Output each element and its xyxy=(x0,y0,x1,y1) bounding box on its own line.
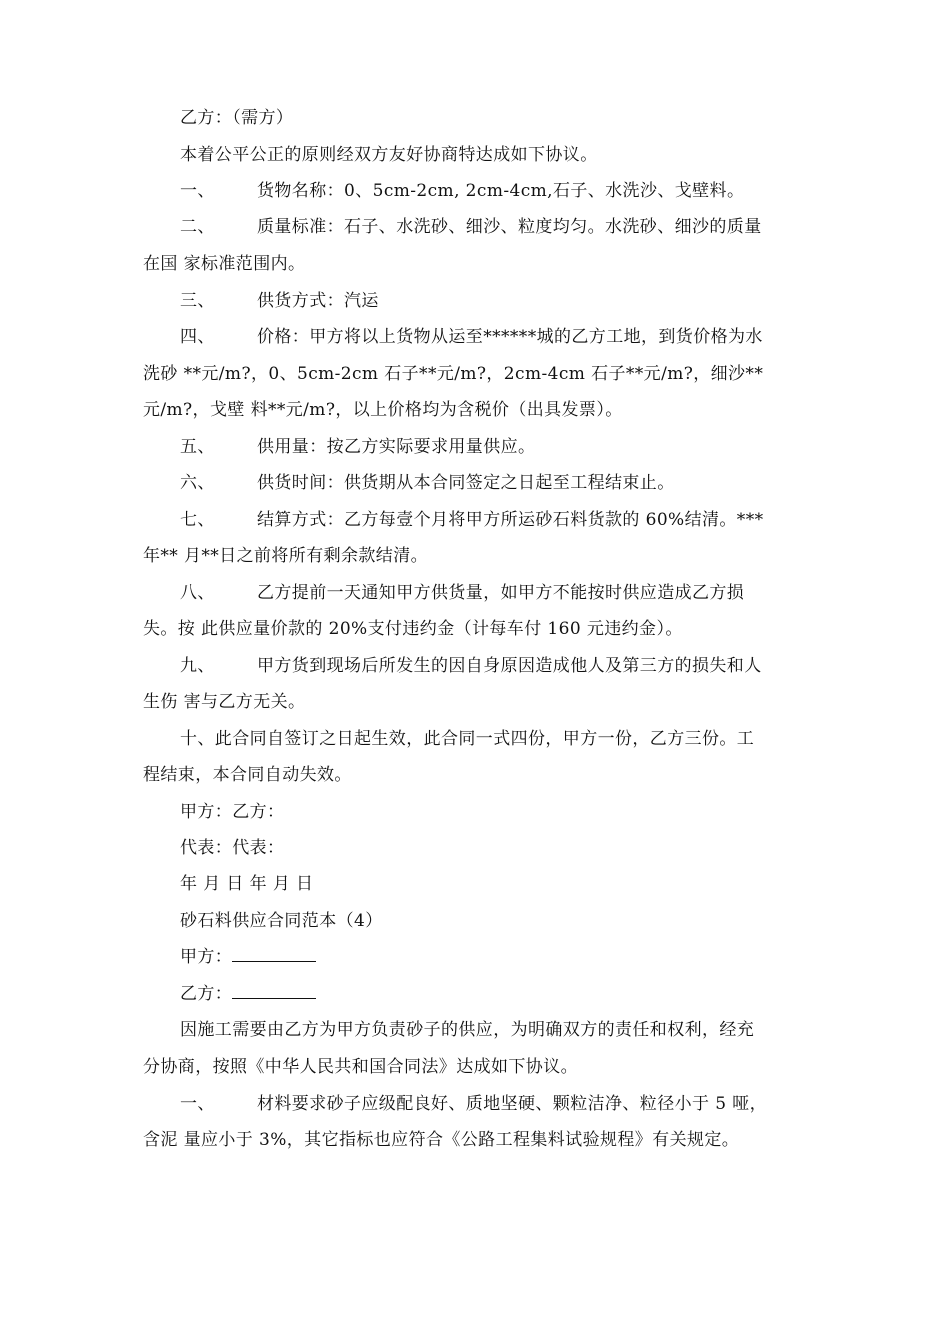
agreement-intro: 本着公平公正的原则经双方友好协商特达成如下协议。 xyxy=(180,145,598,165)
clause-8: 八、 乙方提前一天通知甲方供货量，如甲方不能按时供应造成乙方损 xyxy=(180,583,745,603)
signature-representatives: 代表：代表： xyxy=(180,838,285,858)
clause-number: 九、 xyxy=(180,656,215,676)
clause-9: 九、 甲方货到现场后所发生的因自身原因造成他人及第三方的损失和人 xyxy=(180,656,762,676)
clause-number: 二、 xyxy=(180,217,215,237)
blank-underline xyxy=(232,947,316,962)
preamble: 因施工需要由乙方为甲方负责砂子的供应，为明确双方的责任和权利，经充 xyxy=(180,1020,755,1040)
clause-number: 七、 xyxy=(180,510,215,530)
preamble-cont: 分协商，按照《中华人民共和国合同法》达成如下协议。 xyxy=(143,1057,578,1077)
clause-6: 六、 供货时间：供货期从本合同签定之日起至工程结束止。 xyxy=(180,473,675,493)
signature-parties: 甲方：乙方： xyxy=(180,802,285,822)
clause-4: 四、 价格：甲方将以上货物从运至******城的乙方工地，到货价格为水 xyxy=(180,327,763,347)
clause-number: 六、 xyxy=(180,473,215,493)
party-a-line: 甲方： xyxy=(180,946,860,968)
signature-dates: 年 月 日 年 月 日 xyxy=(180,874,314,894)
clause-number: 四、 xyxy=(180,327,215,347)
clause-number: 五、 xyxy=(180,437,215,457)
clause-2-cont: 在国 家标准范围内。 xyxy=(143,254,306,274)
party-b-line: 乙方：（需方） xyxy=(180,108,294,128)
clause-1: 一、 货物名称：0、5cm-2cm, 2cm-4cm,石子、水洗沙、戈壁料。 xyxy=(180,181,745,201)
clause-5: 五、 供用量：按乙方实际要求用量供应。 xyxy=(180,437,536,457)
clause-number: 一、 xyxy=(180,1094,215,1114)
clause-10: 十、此合同自签订之日起生效，此合同一式四份，甲方一份，乙方三份。工 xyxy=(180,729,755,749)
clause-number: 三、 xyxy=(180,291,215,311)
clause-1-material: 一、 材料要求砂子应级配良好、质地坚硬、颗粒洁净、粒径小于 5 哑， xyxy=(180,1094,768,1114)
clause-9-cont: 生伤 害与乙方无关。 xyxy=(143,692,306,712)
clause-7-cont: 年** 月**日之前将所有剩余款结清。 xyxy=(143,546,429,566)
clause-7: 七、 结算方式：乙方每壹个月将甲方所运砂石料货款的 60%结清。*** xyxy=(180,510,764,530)
clause-4-cont-1: 洗砂 **元/m?，0、5cm-2cm 石子**元/m?，2cm-4cm 石子**元/m?，细沙** xyxy=(143,364,764,384)
clause-number: 八、 xyxy=(180,583,215,603)
contract-title: 砂石料供应合同范本（4） xyxy=(180,911,383,931)
clause-8-cont: 失。按 此供应量价款的 20%支付违约金（计每车付 160 元违约金）。 xyxy=(143,619,683,639)
clause-10-cont: 程结束，本合同自动失效。 xyxy=(143,765,352,785)
clause-3: 三、 供货方式：汽运 xyxy=(180,291,379,311)
clause-1-material-cont: 含泥 量应小于 3%，其它指标也应符合《公路工程集料试验规程》有关规定。 xyxy=(143,1130,740,1150)
clause-2: 二、 质量标准：石子、水洗砂、细沙、粒度均匀。水洗砂、细沙的质量 xyxy=(180,217,762,237)
clause-4-cont-2: 元/m?，戈壁 料**元/m?，以上价格均为含税价（出具发票）。 xyxy=(143,400,623,420)
party-b-line-2: 乙方： xyxy=(180,983,860,1005)
clause-number: 一、 xyxy=(180,181,215,201)
blank-underline xyxy=(232,984,316,999)
